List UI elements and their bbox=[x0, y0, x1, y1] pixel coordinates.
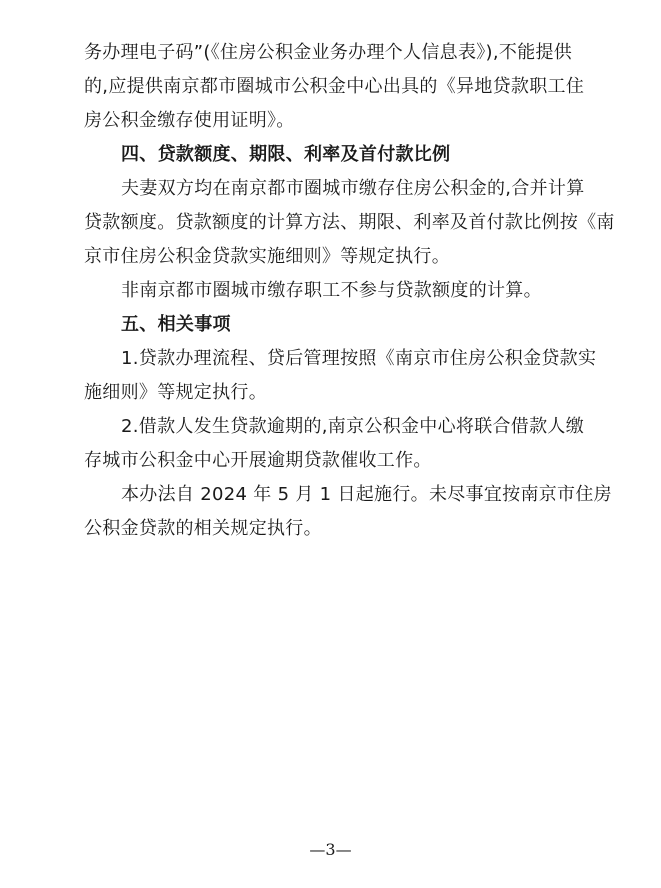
body-line: 本办法自 2024 年 5 月 1 日起施行。未尽事宜按南京市住房 bbox=[121, 484, 612, 505]
body-line: 非南京都市圈城市缴存职工不参与贷款额度的计算。 bbox=[121, 280, 542, 301]
body-line: 夫妻双方均在南京都市圈城市缴存住房公积金的,合并计算 bbox=[121, 178, 585, 199]
body-line: 房公积金缴存使用证明》。 bbox=[84, 110, 295, 131]
body-line: 京市住房公积金贷款实施细则》等规定执行。 bbox=[84, 246, 450, 267]
page-number: —3— bbox=[309, 840, 352, 859]
body-line: 2.借款人发生贷款逾期的,南京公积金中心将联合借款人缴 bbox=[121, 416, 584, 437]
body-line: 贷款额度。贷款额度的计算方法、期限、利率及首付款比例按《南 bbox=[84, 212, 615, 233]
body-line: 存城市公积金中心开展逾期贷款催收工作。 bbox=[84, 450, 432, 471]
section-heading-related-matters: 五、相关事项 bbox=[121, 314, 231, 335]
body-line: 务办理电子码”(《住房公积金业务办理个人信息表》),不能提供 bbox=[84, 42, 573, 63]
document-body bbox=[84, 36, 615, 546]
section-heading-loan-terms: 四、贷款额度、期限、利率及首付款比例 bbox=[121, 144, 451, 165]
body-line: 公积金贷款的相关规定执行。 bbox=[84, 518, 322, 539]
body-line: 1.贷款办理流程、贷后管理按照《南京市住房公积金贷款实 bbox=[121, 348, 597, 369]
body-line: 的,应提供南京都市圈城市公积金中心出具的《异地贷款职工住 bbox=[84, 76, 585, 97]
body-line: 施细则》等规定执行。 bbox=[84, 382, 267, 403]
